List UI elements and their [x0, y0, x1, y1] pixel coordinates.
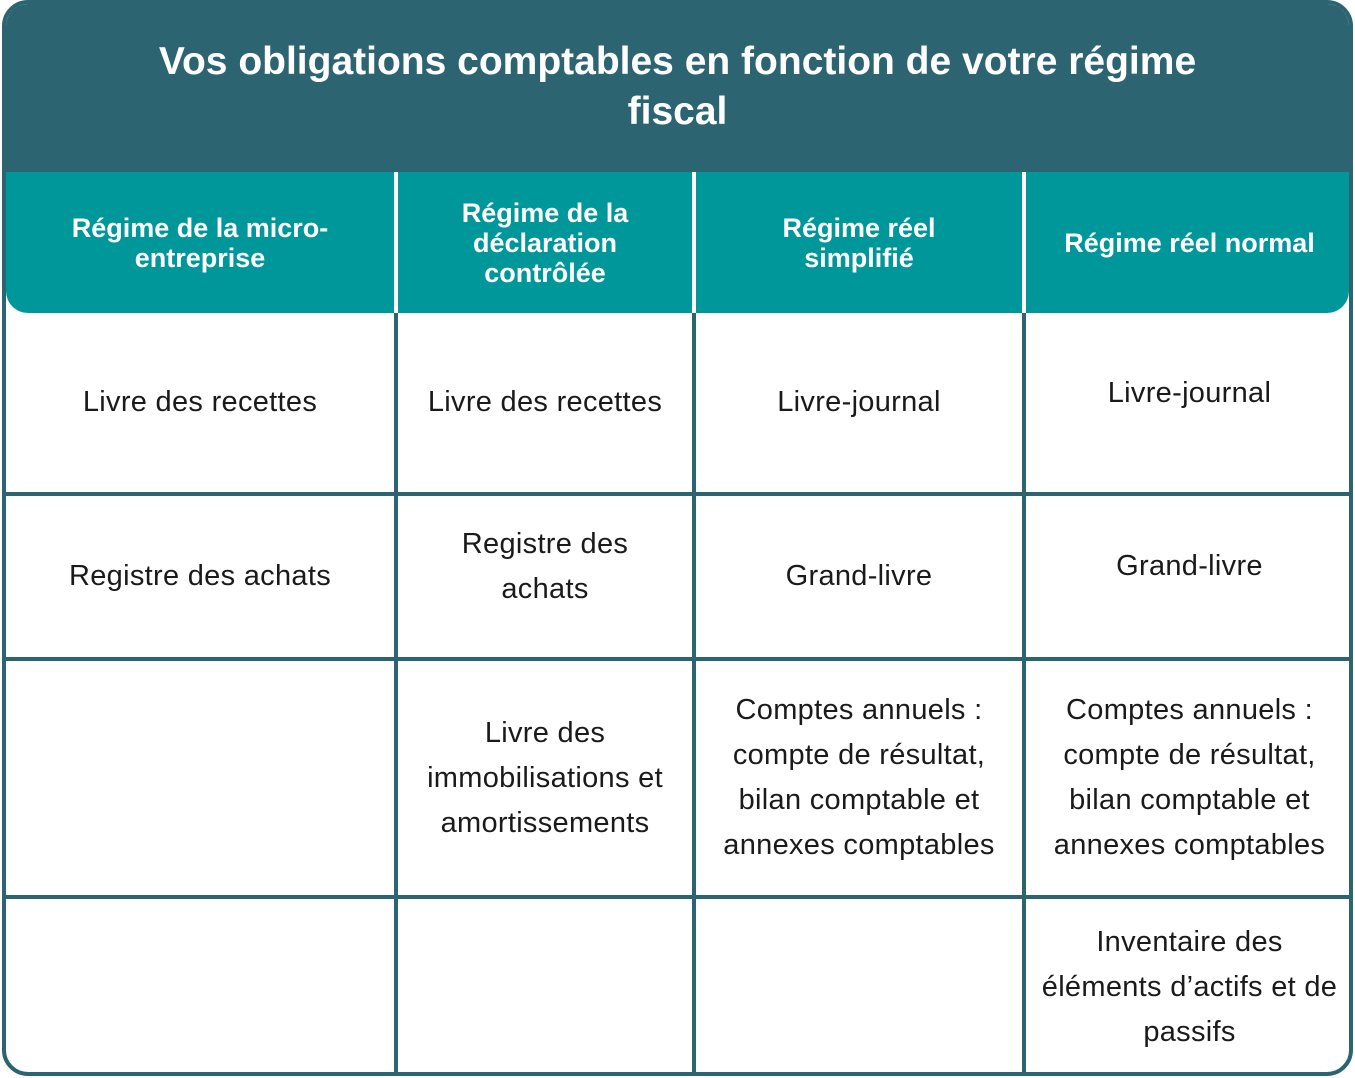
- table-title: Vos obligations comptables en fonction de votre régime fiscal: [158, 40, 1197, 133]
- header-reel-normal: Régime réel normal: [1064, 227, 1315, 258]
- table-cell: Comptes annuels : compte de résultat, bilan comptable et annexes comptables: [1053, 694, 1326, 861]
- header-divider: [692, 172, 696, 313]
- table-cell: Grand-livre: [1116, 550, 1263, 582]
- header-declaration-controlee: Régime de la déclaration contrôlée: [461, 197, 629, 288]
- header-divider: [1022, 172, 1026, 313]
- table-cell: Grand-livre: [785, 560, 933, 592]
- header-divider: [394, 172, 398, 313]
- table-cell: Livre des recettes: [427, 386, 663, 418]
- table-cell: Livre-journal: [777, 386, 941, 418]
- table-cell: Registre des achats: [69, 560, 331, 592]
- header-row: [6, 172, 1349, 313]
- table-cell: [6, 661, 394, 895]
- header-micro-entreprise: Régime de la micro-entreprise: [71, 212, 329, 273]
- obligations-table-card: [2, 0, 1353, 1076]
- table-cell: Livre-journal: [1107, 377, 1272, 409]
- table-cell: Registre des achats: [461, 527, 629, 605]
- table-cell: [6, 899, 394, 1076]
- table-cell: [398, 899, 692, 1076]
- table-cell: [696, 899, 1022, 1076]
- table-cell: Livre des immobilisations et amortissements: [427, 716, 663, 839]
- title-bar: [6, 4, 1349, 172]
- table-cell: Livre des recettes: [82, 386, 318, 418]
- header-reel-simplifie: Régime réel simplifié: [782, 212, 936, 273]
- table-cell: Comptes annuels : compte de résultat, bilan comptable et annexes comptables: [723, 694, 995, 861]
- table-cell: Inventaire des éléments d’actifs et de passifs: [1041, 926, 1338, 1048]
